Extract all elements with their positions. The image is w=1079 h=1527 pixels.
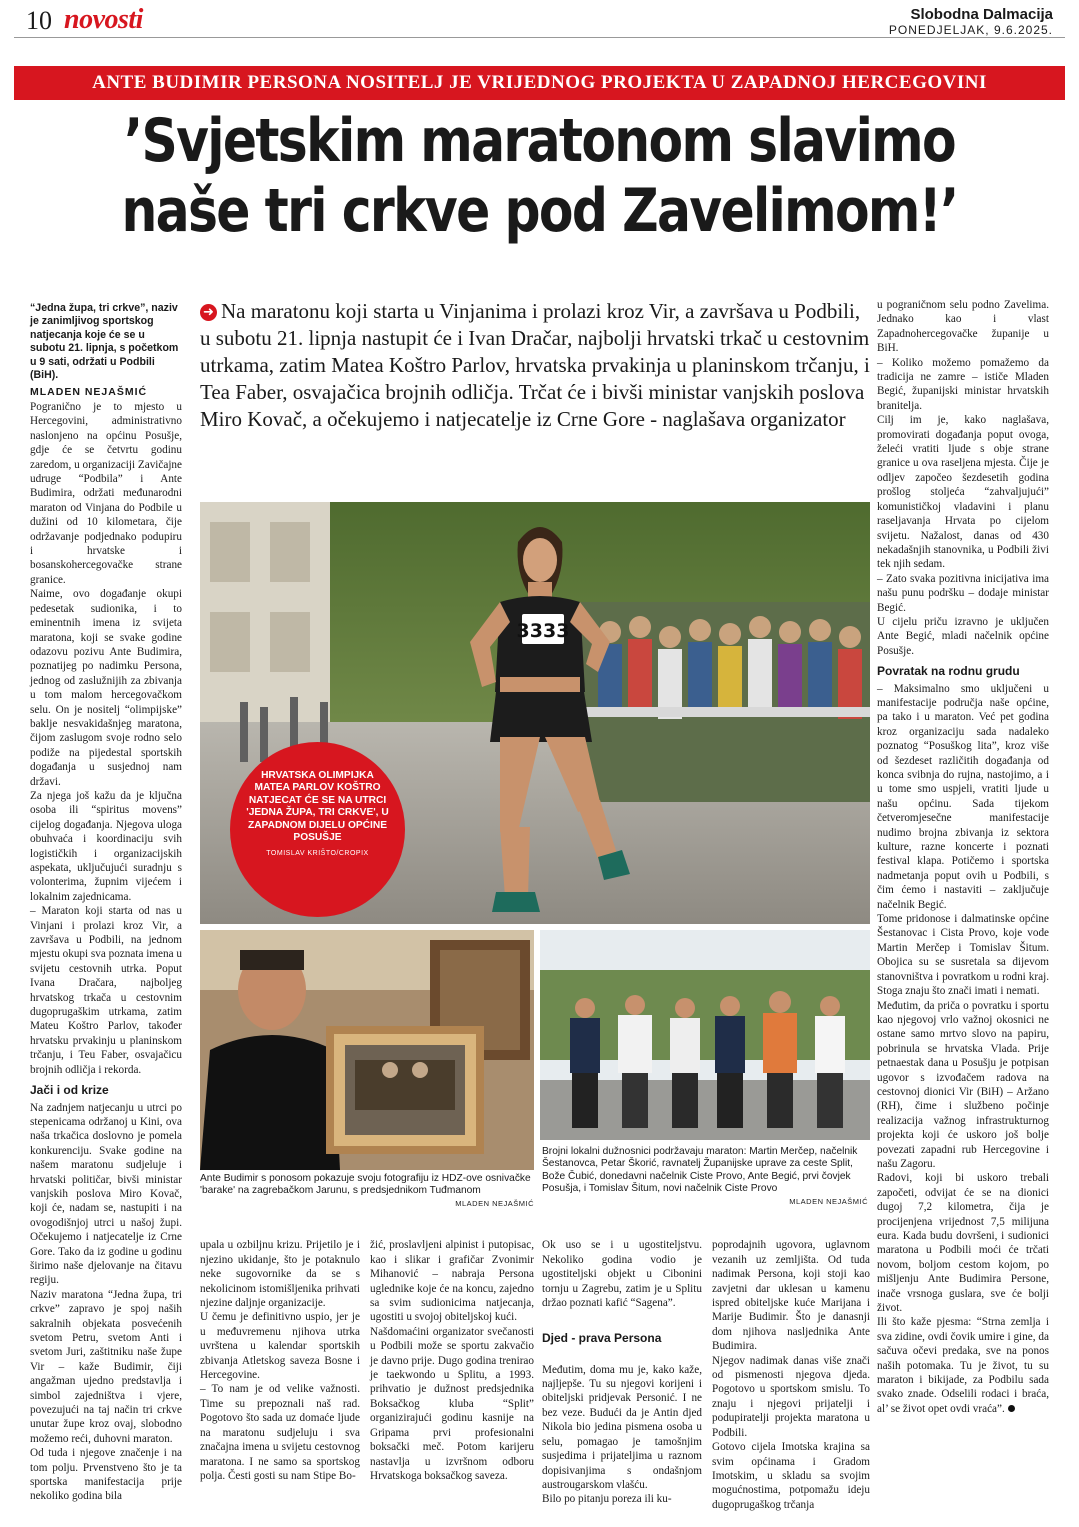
- subheading: Povratak na rodnu grudu: [877, 664, 1020, 679]
- paragraph: Naziv maratona “Jedna župa, tri crkve” zapravo je spoj naših sakralnih objekata posvećenih svetom Petru, svetom Anti i svetom Juri, zaštitniku naše župe Vir – kaže Budimir, čiji angažman ujedno predstavlja i simbol zajedništva i vjere, povezujući na taj način tri crkve unutar župe kroz ovaj, slobodno možemo reći, duhovni maraton.: [30, 1288, 182, 1445]
- photo-credit: TOMISLAV KRIŠTO/CROPIX: [266, 850, 369, 858]
- paragraph: Tome pridonose i dalmatinske općine Šestanovac i Cista Provo, koje vode Martin Merčep i Tomislav Šitum. Obojica su se susretala sa dijevom stanovništva i povratkom u rodni kraj. Stoga znaju što znači imati i nemati.: [877, 913, 1049, 998]
- paragraph: Radovi, koji bi uskoro trebali započeti, odvijat će se na dionici dugoj 7,2 kilometra, čija je procijenjena vrijednost 7,5 milijuna eura. Kada budu dovršeni, i sudionici maratona u Podbili moći će trčati novom, boljom cestom kojom, po mišljenju Ante Budimira Persone, inače vrsnoga guslara, sve će bolji život.: [877, 1172, 1049, 1315]
- left-photo-caption-block: [200, 1173, 534, 1210]
- paragraph: U cijelu priču izravno je uključen Ante Begić, mladi načelnik općine Posušje.: [877, 615, 1049, 657]
- photo-credit: MLADEN NEJAŠMIĆ: [455, 1198, 534, 1208]
- paragraph: poprodajnih ugovora, uglavnom vezanih uz zemljišta. Od tuda nadimak Persona, koji stoji kao zavjetni dar uklesan u kamenu ispred obiteljske kuće Marijana i Marije Budimir. Što je danasnji dom njihova nasljednika Ante Budimira. Njegov nadimak danas više znači od pismenosti njegova djeda. Pogotovo u sportskom smislu. To znaju i njegovi prijatelji i podupiratelji projekta maratona u Podbili. Gotovo cijela Imotska krajina sa svim općinama i Gradom Imotskim, u skladu sa svojim mogućnostima, potpomažu ideju dugoprugaškog trčanja: [712, 1239, 870, 1511]
- page-number: 10: [26, 6, 52, 35]
- subheading: Djed - prava Persona: [542, 1330, 662, 1345]
- main-photo-caption-badge: [230, 742, 405, 917]
- paragraph: Ok uso se i u ugostiteljstvu. Nekoliko godina vodio je ugostiteljski objekt u Cibonini tornju u Zagrebu, zatim je u Splitu držao poznati kafić “Sagena”.: [542, 1239, 702, 1310]
- paragraph: u pograničnom selu podno Zavelima. Jednako kao i vlast Zapadnohercegovačke županije u BiH.: [877, 299, 1049, 355]
- paragraph: upala u ozbiljnu krizu. Prijetilo je i njezino ukidanje, što je potaknulo neke sugovornike da se s nekolicinom istomišljenika prihvati njezine daljnje organizacije. U čemu je definitivno uspio, jer je u međuvremenu njihova utrka uvrštena u kalendar sportskih zbivanja Atletskog saveza Bosne i Hercegovine. – To nam je od velike važnosti. Time su prepoznali naš rad. Pogotovo što sada uz domaće ljude na maratonu sudjeluju i sva značajna imena u svijetu cestovnog maratona. I ne samo sa sportskog polja. Česti gosti su nam Stipe Bo-: [200, 1239, 360, 1482]
- portrait-photo-illustration: [200, 930, 534, 1170]
- main-photo-caption: HRVATSKA OLIMPIJKA MATEA PARLOV KOŠTRO NATJECAT ĆE SE NA UTRCI 'JEDNA ŽUPA, TRI CRKVE', U ZAPADNOM DIJELU OPĆINE POSUŠJE: [246, 770, 389, 844]
- group-photo-illustration: [540, 930, 870, 1140]
- paragraph: Ili što kaže pjesma: “Strna zemlja i sva zidine, ovdi čovik umire i gine, da sačuva očevi predaka, sve na ponos naših potomaka. Tu je život, tu su maraton i bikijade, za Podbilu sada svako znade. Odselili rodaci i braća, al’ se život opet ovdi vraća”.: [877, 1316, 1049, 1415]
- byline: MLADEN NEJAŠMIĆ: [30, 386, 148, 398]
- lede: “Jedna župa, tri crkve”, naziv je zanimljivog sportskog natjecanja koje će se u subotu 21. lipnja, s početkom u 9 sati, održati u Podbili (BiH).: [30, 302, 179, 382]
- right-photo-caption: Brojni lokalni dužnosnici podržavaju maraton: Martin Merčep, načelnik Šestanovca, Petar Škorić, ravnatelj Županijske uprave za ceste Split, Bože Čubić, donedavni načelnik Ciste Provo, Ante Begić, prvi čovjek Posušja, i Tomislav Šitum, novi načelnik Ciste Provo: [542, 1146, 858, 1195]
- intro-paragraph: [200, 298, 870, 433]
- column-2: [200, 1224, 360, 1494]
- headline-line-1: ’Svjetskim maratonom slavimo: [124, 106, 955, 176]
- left-photo-caption: Ante Budimir s ponosom pokazuje svoju fotografiju iz HDZ-ove osnivačke 'barake' na zagrebačkom Jarunu, s predsjednikom Tuđmanom: [200, 1173, 531, 1197]
- subheading: Jači i od krize: [30, 1083, 109, 1098]
- paragraph: – Koliko možemo pomažemo da tradicija ne zamre – ističe Mladen Begić, županijski ministar hrvatskih branitelja.: [877, 356, 1049, 412]
- column-3: [542, 1224, 702, 1506]
- paragraph: Za njega još kažu da je ključna osoba ili “spiritus movens” cijelog događanja. Njegova uloga obuhvaća i koordinaciju svih logističkih i organizacijskih aspekata, uključujući suradnju s volonterima, župnim vijećem i lokalnim zajednicama.: [30, 789, 182, 903]
- kicker-banner: ANTE BUDIMIR PERSONA NOSITELJ JE VRIJEDNOG PROJEKTA U ZAPADNOJ HERCEGOVINI: [14, 66, 1065, 100]
- photo-officials: [540, 930, 870, 1140]
- intro-text: Na maratonu koji starta u Vinjanima i prolazi kroz Vir, a završava u Podbili, u subotu 21. lipnja nastupit će i Ivan Dračar, najbolji hrvatski trkač u cestovnim utrkama, zatim Matea Koštro Parlov, hrvatska prvakinja u planinskom trčanju, i Tea Faber, osvajačica brojnih odličja. Trčat će i bivši ministar vanjskih poslova Miro Kovač, a očekujemo i natjecatelje iz Crne Gore - naglašava organizator: [200, 299, 870, 431]
- photo-credit: MLADEN NEJAŠMIĆ: [789, 1196, 868, 1206]
- paragraph: Pogranično je to mjesto u Hercegovini, administrativno naslonjeno na općinu Posušje, gdje će se četvrtu godinu zaredom, u organizaciji Zavičajne udruge “Podbila” i Ante Budimira, održati međunarodni maraton od Vinjana do Podbile u dužini od 10 kilometara, čije održavanje podjednako podupiru i hrvatske i bosanskohercegovačke strane granice.: [30, 401, 182, 586]
- issue-date: PONEDJELJAK, 9.6.2025.: [888, 23, 1053, 37]
- right-photo-caption-block: [542, 1146, 868, 1208]
- headline: [98, 106, 981, 246]
- paragraph: Od tuda i njegove značenje i na tom polju. Prvenstveno što je ta sportska manifestacija prije nekoliko godina bila: [30, 1447, 182, 1503]
- paragraph: Naime, ovo događanje okupi pedesetak sudionika, i to eminentnih imena iz svijeta maratona, koji se svake godine odazovu pozivu Ante Budimira, poznatijeg po nadimku Persona, jednog od zaslužnijih za zbivanja u tom malom hercegovačkom selu. On je nositelj “olimpijske” baklje nesvakidašnjeg maratona, čijom zaslugom svoje rodno selo podiže na pijedestal sportskih događanja u susjednoj nam državi.: [30, 588, 182, 788]
- paragraph: Međutim, doma mu je, kako kaže, najljepše. Tu su njegovi korijeni i obiteljski pridjevak Personić. I ne bez veze. Budući da je Antin djed Nikola bio jedina pismena osoba u selu, pomagao je tamošnjim susjedima i prijateljima u raznom dopisivanjima s ondašnjom austrougarskom vlašću. Bilo po pitanju poreza ili ku-: [542, 1363, 702, 1506]
- paragraph: Cilj im je, kako naglašava, promovirati događanja poput ovoga, želeći vratiti ljude s obje strane granice u ova raseljena mjesta. Čije je odljev započeo šezdesetih godina prošlog stoljeća “zahvaljujući” komunističkoj vladavini i planu raseljavanja Hrvata po cijelom svijetu. Nažalost, danas od 430 nekadašnjih stanovnika, u Podbili živi tek njih sedam.: [877, 414, 1049, 571]
- photo-ante-budimir: [200, 930, 534, 1170]
- paragraph: – Maksimalno smo uključeni u manifestacije područja naše općine, pa tako i u maraton. Već pet godina kroz organizaciju sada nadaleko poznatog “Posuškog lita”, kroz više od šezdeset različitih događanja od konca svibnja do rujna, nastojimo, a i u tome smo uspjeli, vratiti ljude u našu općinu. Sada tijekom četveromjesečne manifestacije nudimo brojna zbivanja iz sektora kulture, razne koncerte i poznati festival klapa. Potičemo i sportska nadmetanja poput ovih u Podbili, s čim ćemo i nastaviti – zaključuje načelnik Begić.: [877, 682, 1049, 911]
- column-5: [877, 298, 1049, 1494]
- column-4: [712, 1224, 870, 1511]
- runner-bib-number: 3333: [516, 620, 570, 642]
- paragraph: – Maraton koji starta od nas u Vinjani i prolazi kroz Vir, a završava u Podbili, na jednom mjestu okupi sva poznata imena u svijetu cestovnih utrka. Poput Ivana Dračara, najboljeg hrvatskog trkača u cestovnim dugoprugaškim utrkama, zatim Mateu Koštro Parlov, također hrvatsku prvakinju u planinskom trčanju, i Teu Faber, osvajačicu brojnih odličja i rekorda.: [30, 905, 182, 1076]
- column-1: [30, 400, 182, 1503]
- paper-name: Slobodna Dalmacija: [910, 6, 1053, 23]
- masthead: [14, 4, 1065, 38]
- arrow-right-icon: ➜: [200, 304, 217, 321]
- paragraph: Međutim, da priča o povratku i sportu kao njegovoj vrlo važnoj okosnici ne ostane samo mrtvo slovo na papiru, pobrinula se hrvatska Vlada. Prije petnaestak dana u Posušju je potpisan ugovor s izvođačem radova na cestovnoj dionici Vir (BiH) – Aržano (RH), čime i službeno počinje realizacija važnog infrastrukturnog projekta koji će uskoro još bolje povezati zapadni rub Hercegovine i našu Zagoru.: [877, 999, 1049, 1170]
- paragraph: žić, proslavljeni alpinist i putopisac, kao i slikar i grafičar Zvonimir Mihanović – nabraja Persona uglednike koje će na koncu, zajedno sa svim sudionicima natjecanja, ugostiti u svojoj obiteljskoj kući. Našdomaćini organizator svečanosti u Podbili može se sportu zakvačio je davno prije. Dugo godina trenirao je taekwondo u Splitu, a 1993. prihvatio je dužnost predsjednika Boksačkog kluba “Split” organizirajući godinu kasnije na Gripama prvi profesionalni boksački meč. Potom karijeru nastavlja u izvršnom odboru Hrvatskoga boksačkog saveza.: [370, 1239, 534, 1482]
- paragraph: Na zadnjem natjecanju u utrci po stepenicama održanoj u Kini, ova naša trkačica doslovno je pomela konkurenciju. Svake godine na našem maratonu sudjeluje i hrvatski političar, bivši ministar vanjskih poslova Miro Kovač, koji će, nadam se, nastupiti i na ovogodišnjoj utrci u našoj župi. Očekujemo i natjecatelje iz Crne Gore. Tako da iz godine u godinu širimo naše djelovanje na čitavu regiju.: [30, 1101, 182, 1287]
- end-of-article-icon: [1008, 1405, 1015, 1412]
- headline-line-2: naše tri crkve pod Zavelimom!’: [121, 176, 958, 246]
- column-2b: [370, 1224, 534, 1494]
- paragraph: – Zato svaka pozitivna inicijativa ima našu punu podršku – dodaje ministar Begić.: [877, 572, 1049, 614]
- section-title: novosti: [64, 4, 143, 35]
